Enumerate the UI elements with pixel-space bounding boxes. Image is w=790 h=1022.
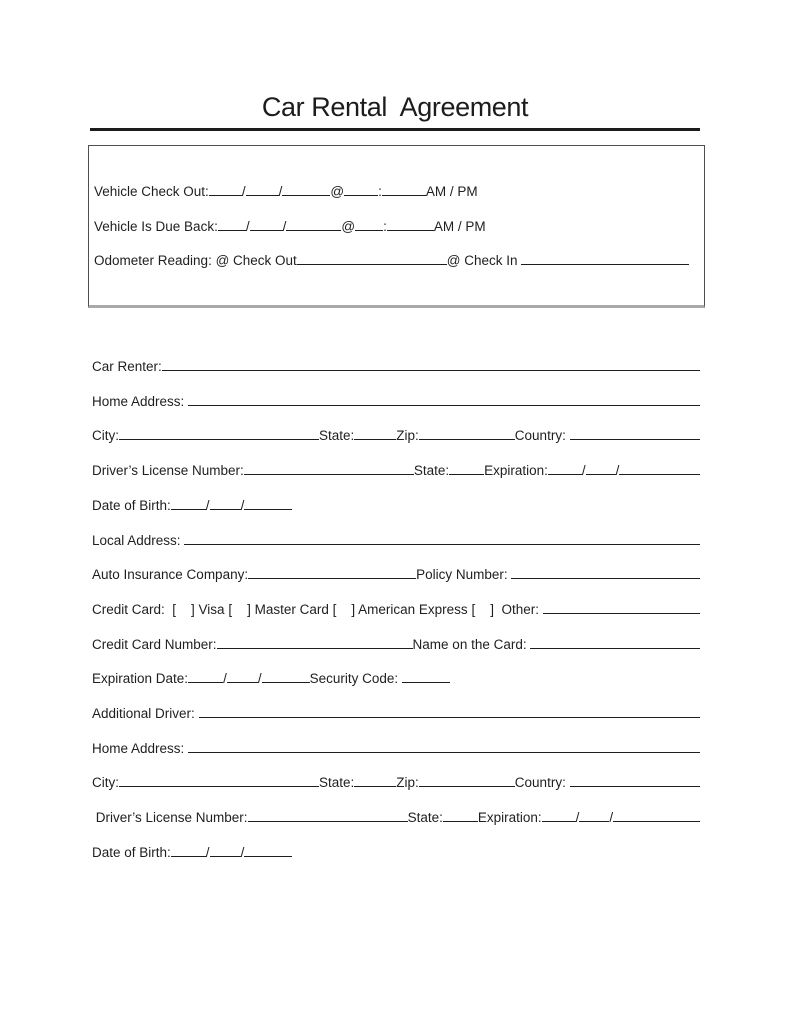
checkout-box bbox=[88, 145, 705, 308]
checkout-year-line[interactable] bbox=[282, 191, 330, 196]
credit-card-number-label-0: Credit Card Number: bbox=[92, 636, 217, 652]
state-line[interactable] bbox=[354, 435, 396, 440]
local-address-label-0: Local Address: bbox=[92, 532, 185, 548]
date-of-birth-label-2: / bbox=[205, 497, 210, 513]
dueback-year-line[interactable] bbox=[286, 226, 341, 231]
additional-driver-row bbox=[92, 705, 700, 740]
odometer-checkin-line[interactable] bbox=[521, 260, 689, 265]
vehicle-due-back-label-4: / bbox=[282, 218, 287, 234]
auto-insurance-label-2: Policy Number: bbox=[416, 567, 512, 583]
odometer-checkout-line[interactable] bbox=[297, 260, 447, 265]
date-of-birth-label-0: Date of Birth: bbox=[92, 497, 171, 513]
policy-number-line[interactable] bbox=[511, 574, 700, 579]
dob-2-day-line[interactable] bbox=[210, 852, 241, 857]
drivers-license-2-label-4: Expiration: bbox=[477, 810, 542, 825]
credit-card-label-6: American Express bbox=[355, 601, 472, 617]
dob-2-year-line[interactable] bbox=[244, 852, 292, 857]
license-exp-year-line[interactable] bbox=[619, 470, 700, 475]
vehicle-due-back-label-10: AM / PM bbox=[433, 218, 486, 234]
license-exp-month-2-line[interactable] bbox=[542, 817, 576, 822]
home-address-2-row bbox=[92, 740, 700, 775]
home-address-2-line[interactable] bbox=[188, 748, 700, 753]
drivers-license-2-label-6: / bbox=[575, 810, 580, 825]
other-card-checkbox[interactable]: [ ] bbox=[471, 601, 494, 617]
credit-card-label-8: Other: bbox=[493, 601, 543, 617]
drivers-license-label-4: Expiration: bbox=[484, 463, 548, 479]
vehicle-check-out-row bbox=[94, 183, 699, 218]
credit-card-number-row bbox=[92, 636, 700, 671]
car-renter-row bbox=[92, 358, 700, 393]
home-address-line[interactable] bbox=[188, 401, 700, 406]
card-expiration-label-0: Expiration Date: bbox=[92, 671, 189, 687]
vehicle-due-back-label-8: : bbox=[383, 218, 387, 234]
vehicle-check-out-label-10: AM / PM bbox=[425, 184, 478, 199]
license-exp-month-line[interactable] bbox=[548, 470, 582, 475]
vehicle-check-out-label-2: / bbox=[241, 184, 246, 199]
license-number-2-line[interactable] bbox=[248, 817, 408, 822]
credit-card-row bbox=[92, 601, 700, 636]
credit-card-label-0: Credit Card: bbox=[92, 601, 173, 617]
date-of-birth-2-label-2: / bbox=[205, 844, 210, 860]
license-state-line[interactable] bbox=[449, 470, 484, 475]
dueback-minute-line[interactable] bbox=[387, 226, 434, 231]
date-of-birth-label-4: / bbox=[240, 497, 245, 513]
city-2-label-6: Country: bbox=[514, 775, 570, 791]
checkout-hour-line[interactable] bbox=[344, 191, 378, 196]
date-of-birth-2-label-4: / bbox=[240, 844, 245, 860]
drivers-license-row bbox=[92, 462, 700, 497]
city-2-label-2: State: bbox=[319, 775, 355, 791]
renter-form bbox=[92, 358, 700, 878]
local-address-row bbox=[92, 532, 700, 567]
checkout-month-line[interactable] bbox=[209, 191, 242, 196]
city-line[interactable] bbox=[119, 435, 319, 440]
insurance-company-line[interactable] bbox=[248, 574, 416, 579]
additional-driver-line[interactable] bbox=[199, 713, 700, 718]
city-label-0: City: bbox=[92, 428, 119, 444]
license-state-2-line[interactable] bbox=[443, 817, 478, 822]
document-title: Car Rental Agreement bbox=[261, 92, 529, 122]
dob-month-line[interactable] bbox=[171, 505, 206, 510]
state-2-line[interactable] bbox=[354, 782, 396, 787]
credit-card-number-label-2: Name on the Card: bbox=[412, 636, 531, 652]
city-label-6: Country: bbox=[514, 428, 570, 444]
city-2-label-4: Zip: bbox=[396, 775, 419, 791]
drivers-license-2-label-2: State: bbox=[407, 810, 443, 825]
vehicle-due-back-row bbox=[94, 218, 699, 253]
drivers-license-label-2: State: bbox=[413, 463, 450, 479]
checkout-day-line[interactable] bbox=[246, 191, 279, 196]
home-address-label-0: Home Address: bbox=[92, 393, 189, 409]
credit-card-label-4: Master Card bbox=[250, 601, 333, 617]
car-renter-line[interactable] bbox=[162, 366, 700, 371]
card-expiration-label-4: / bbox=[257, 671, 262, 687]
card-exp-year-line[interactable] bbox=[262, 678, 310, 683]
card-expiration-label-6: Security Code: bbox=[309, 671, 402, 687]
auto-insurance-label-0: Auto Insurance Company: bbox=[92, 567, 249, 583]
auto-insurance-row bbox=[92, 566, 700, 601]
date-of-birth-2-label-0: Date of Birth: bbox=[92, 844, 171, 860]
drivers-license-2-label-0: Driver’s License Number: bbox=[92, 810, 248, 825]
card-expiration-row bbox=[92, 670, 700, 705]
zip-2-line[interactable] bbox=[419, 782, 515, 787]
license-exp-day-line[interactable] bbox=[586, 470, 616, 475]
drivers-license-label-0: Driver’s License Number: bbox=[92, 463, 244, 479]
card-number-line[interactable] bbox=[217, 644, 413, 649]
security-code-line[interactable] bbox=[402, 678, 450, 683]
odometer-reading-row bbox=[94, 252, 699, 287]
dueback-month-line[interactable] bbox=[218, 226, 246, 231]
additional-driver-label-0: Additional Driver: bbox=[92, 705, 199, 721]
title-rule bbox=[90, 128, 700, 131]
dob-year-line[interactable] bbox=[244, 505, 292, 510]
local-address-line[interactable] bbox=[184, 540, 700, 545]
drivers-license-label-6: / bbox=[581, 463, 586, 479]
visa-checkbox[interactable]: [ ] bbox=[172, 601, 195, 617]
city-row bbox=[92, 427, 700, 462]
home-address-2-label-0: Home Address: bbox=[92, 740, 189, 756]
car-renter-label-0: Car Renter: bbox=[92, 359, 162, 375]
checkout-minute-line[interactable] bbox=[382, 191, 426, 196]
city-2-label-0: City: bbox=[92, 775, 119, 791]
drivers-license-2-label-8: / bbox=[609, 810, 614, 825]
card-expiration-label-2: / bbox=[223, 671, 227, 687]
dueback-day-line[interactable] bbox=[250, 226, 283, 231]
country-line[interactable] bbox=[570, 435, 700, 440]
vehicle-check-out-label-4: / bbox=[278, 184, 283, 199]
amex-checkbox[interactable]: [ ] bbox=[332, 601, 356, 617]
vehicle-due-back-label-2: / bbox=[245, 218, 250, 234]
license-exp-day-2-line[interactable] bbox=[579, 817, 609, 822]
vehicle-check-out-label-6: @ bbox=[330, 184, 345, 199]
city-label-4: Zip: bbox=[396, 428, 419, 444]
home-address-row bbox=[92, 393, 700, 428]
city-2-row bbox=[92, 774, 700, 809]
credit-card-label-2: Visa bbox=[194, 601, 229, 617]
mastercard-checkbox[interactable]: [ ] bbox=[228, 601, 251, 617]
drivers-license-2-row bbox=[92, 809, 700, 844]
odometer-reading-label-2: @ Check In bbox=[446, 253, 522, 269]
vehicle-check-out-label-0: Vehicle Check Out: bbox=[94, 184, 209, 199]
other-card-line[interactable] bbox=[543, 609, 700, 614]
city-label-2: State: bbox=[319, 428, 355, 444]
dob-2-month-line[interactable] bbox=[171, 852, 206, 857]
drivers-license-label-8: / bbox=[615, 463, 620, 479]
date-of-birth-2-row bbox=[92, 844, 700, 879]
dob-day-line[interactable] bbox=[210, 505, 241, 510]
dueback-hour-line[interactable] bbox=[355, 226, 383, 231]
country-2-line[interactable] bbox=[570, 782, 700, 787]
card-name-line[interactable] bbox=[530, 644, 700, 649]
vehicle-due-back-label-6: @ bbox=[341, 218, 356, 234]
zip-line[interactable] bbox=[419, 435, 515, 440]
license-exp-year-2-line[interactable] bbox=[613, 817, 700, 822]
license-number-line[interactable] bbox=[244, 470, 414, 475]
city-2-line[interactable] bbox=[119, 782, 319, 787]
card-exp-month-line[interactable] bbox=[188, 678, 223, 683]
date-of-birth-row bbox=[92, 497, 700, 532]
vehicle-check-out-label-8: : bbox=[378, 184, 382, 199]
vehicle-due-back-label-0: Vehicle Is Due Back: bbox=[94, 218, 218, 234]
card-exp-day-line[interactable] bbox=[227, 678, 258, 683]
odometer-reading-label-0: Odometer Reading: @ Check Out bbox=[94, 253, 297, 269]
